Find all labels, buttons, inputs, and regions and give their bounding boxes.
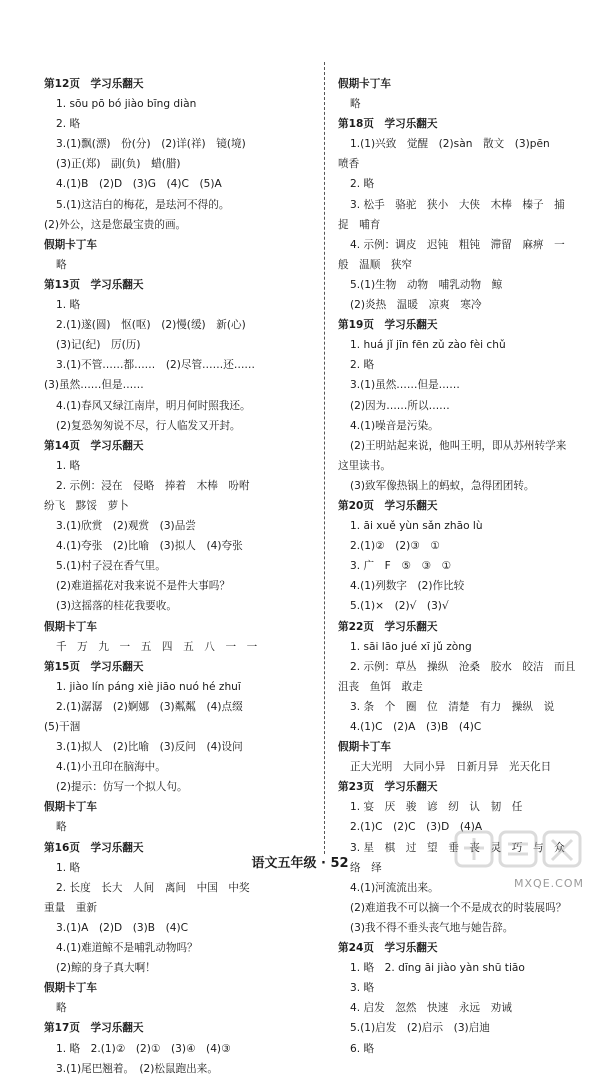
watermark-url: MXQE.COM xyxy=(514,877,584,890)
answer-line: 1.(1)兴致 觉醒 (2)sàn 散文 (3)pēn xyxy=(350,138,550,151)
answer-line: (2)鲸的身子真大啊！ xyxy=(56,962,156,975)
answer-line: 这里读书。 xyxy=(338,459,391,472)
section-heading: 第15页 学习乐翻天 xyxy=(44,660,144,673)
answer-line: 1. jiào lín páng xiè jiāo nuó hé zhuī xyxy=(56,680,241,693)
answer-line: 3.(1)欣赏 (2)观赏 (3)品尝 xyxy=(56,520,196,533)
answer-line: 4.(1)噪音是污染。 xyxy=(350,419,439,432)
answer-line: (2)炎热 温暖 凉爽 寒冷 xyxy=(350,299,482,312)
answer-line: 喷香 xyxy=(338,158,360,171)
answer-line: (3)虽然……但是…… xyxy=(44,379,144,392)
answer-line: 5.(1)× (2)√ (3)√ xyxy=(350,600,449,613)
answer-line: 正大光明 大同小异 日新月异 光天化日 xyxy=(350,761,552,774)
answer-line: (2)因为……所以…… xyxy=(350,399,450,412)
answer-line: 3.(1)拟人 (2)比喻 (3)反问 (4)设问 xyxy=(56,741,243,754)
answer-line: 2.(1)潺潺 (2)婀娜 (3)粼粼 (4)点缀 xyxy=(56,700,243,713)
answer-line: (3)这摇落的桂花我要收。 xyxy=(56,600,177,613)
answer-line: 3.(1)A (2)D (3)B (4)C xyxy=(56,921,188,934)
answer-line: 2. 略 xyxy=(56,118,81,131)
section-heading: 第19页 学习乐翻天 xyxy=(338,319,438,332)
answer-line: 4.(1)列数字 (2)作比较 xyxy=(350,580,465,593)
answer-line: 6. 略 xyxy=(350,1042,375,1055)
answer-line: 2.(1)遂(圆) 怄(呕) (2)慢(缓) 新(心) xyxy=(56,319,246,332)
answer-line: 5.(1)启发 (2)启示 (3)启迪 xyxy=(350,1022,490,1035)
answer-line: (5)干涸 xyxy=(44,721,81,733)
answer-line: 3.(1)虽然……但是…… xyxy=(350,379,460,392)
answer-line: 4. 示例：调皮 迟钝 粗钝 滞留 麻痹 一 xyxy=(350,238,565,251)
section-heading: 第14页 学习乐翻天 xyxy=(44,439,144,452)
answer-line: 3.(1)不管……都…… (2)尽管……还…… xyxy=(56,359,256,372)
answer-line: 般 温顺 狭窄 xyxy=(338,258,413,271)
answer-line: 沮丧 鱼饵 敢走 xyxy=(338,680,423,693)
answer-line: 4.(1)春风又绿江南岸，明月何时照我还。 xyxy=(56,399,251,412)
answer-line: 2.(1)② (2)③ ① xyxy=(350,540,440,553)
section-heading: 第18页 学习乐翻天 xyxy=(338,118,438,131)
answer-line: 4. 启发 忽然 快速 永远 劝诫 xyxy=(350,1002,512,1015)
answer-column-left xyxy=(44,74,302,1079)
answer-line: 捉 哺育 xyxy=(338,218,381,231)
answer-line: 4.(1)C (2)A (3)B (4)C xyxy=(350,721,482,733)
answer-line: (2)难道我不可以摘一个不是成衣的时装展吗？ xyxy=(350,901,567,914)
answer-line: 2. 长度 长大 人间 离间 中国 中奖 xyxy=(56,881,250,894)
answer-column-right xyxy=(338,74,596,1059)
answer-line: 3. 星 棋 过 望 垂 丧 灵 巧 与 众 xyxy=(350,841,565,854)
answer-line: 3. 条 个 圈 位 清楚 有力 操纵 说 xyxy=(350,700,555,713)
answer-line: 千 万 九 一 五 四 五 八 一 一 xyxy=(56,640,258,653)
answer-line: (3)记(纪) 厉(历) xyxy=(56,339,141,352)
answer-line: 3.(1)飘(漂) 份(分) (2)详(祥) 镜(境) xyxy=(56,138,246,151)
answer-line: 1. 略 xyxy=(56,459,81,472)
answer-line: 4.(1)B (2)D (3)G (4)C (5)A xyxy=(56,178,222,191)
answer-line: 4.(1)难道鲸不是哺乳动物吗？ xyxy=(56,942,198,955)
answer-line: (3)正(郑) 副(负) 蜡(腊) xyxy=(56,158,181,171)
answer-line: 略 xyxy=(56,821,67,834)
section-heading: 第24页 学习乐翻天 xyxy=(338,942,438,955)
section-heading: 假期卡丁车 xyxy=(44,238,97,251)
answer-line: 略 xyxy=(56,258,67,271)
answer-line: 3. 广 F ⑤ ③ ① xyxy=(350,560,452,573)
answer-line: 5.(1)生物 动物 哺乳动物 鲸 xyxy=(350,278,503,291)
answer-line: (2)提示：仿写一个拟人句。 xyxy=(56,781,188,794)
section-heading: 第20页 学习乐翻天 xyxy=(338,499,438,512)
answer-line: 1. 宴 厌 骏 谚 纫 认 韧 任 xyxy=(350,801,523,814)
answer-line: 1. 略 xyxy=(56,299,81,312)
answer-line: 纷飞 黟馁 萝卜 xyxy=(44,499,129,512)
watermark-logo-icon xyxy=(450,826,590,874)
answer-line: (2)外公，这是您最宝贵的画。 xyxy=(44,218,187,231)
answer-line: 2. 略 xyxy=(350,359,375,372)
section-heading: 假期卡丁车 xyxy=(44,982,97,995)
answer-line: 4.(1)夸张 (2)比喻 (3)拟人 (4)夸张 xyxy=(56,540,243,553)
answer-line: 1. 略 2.(1)② (2)① (3)④ (4)③ xyxy=(56,1042,231,1055)
answer-line: 重量 重新 xyxy=(44,901,97,914)
answer-line: 络 绎 xyxy=(350,861,382,874)
section-heading: 假期卡丁车 xyxy=(338,741,391,754)
answer-line: 2.(1)C (2)C (3)D (4)A xyxy=(350,821,483,834)
answer-line: 3.(1)尾巴翘着。 (2)松鼠跑出来。 xyxy=(56,1062,218,1075)
section-heading: 第13页 学习乐翻天 xyxy=(44,278,144,291)
answer-line: 2. 略 xyxy=(350,178,375,191)
answer-line: 1. 略 2. dīng āi jiào yàn shū tiāo xyxy=(350,962,525,975)
column-divider xyxy=(324,62,325,854)
answer-line: 5.(1)村子浸在香气里。 xyxy=(56,560,166,573)
answer-line: 略 xyxy=(56,1002,67,1015)
section-heading: 第17页 学习乐翻天 xyxy=(44,1022,144,1035)
section-heading: 第22页 学习乐翻天 xyxy=(338,620,438,633)
answer-line: 3. 略 xyxy=(350,982,375,995)
page-footer: 语文五年级 · 52 xyxy=(251,856,349,871)
answer-line: 略 xyxy=(350,98,361,111)
section-heading: 假期卡丁车 xyxy=(44,620,97,633)
answer-line: 1. sāi lāo jué xī jǔ zòng xyxy=(350,640,472,653)
answer-line: 2. 示例：浸在 侵略 捧着 木棒 吩咐 xyxy=(56,479,250,492)
answer-line: 1. sōu pō bó jiào bīng diàn xyxy=(56,98,197,111)
section-heading: 第12页 学习乐翻天 xyxy=(44,78,144,90)
answer-line: 1. 略 xyxy=(56,861,81,874)
answer-line: 1. huá jǐ jīn fēn zǔ zào fèi chǔ xyxy=(350,339,506,352)
section-heading: 第16页 学习乐翻天 xyxy=(44,841,144,854)
answer-line: 4.(1)河流流出来。 xyxy=(350,881,439,894)
section-heading: 假期卡丁车 xyxy=(338,78,391,90)
answer-line: (3)致军像热锅上的蚂蚁，急得团团转。 xyxy=(350,479,535,492)
answer-line: 4.(1)小丑印在脑海中。 xyxy=(56,761,166,774)
answer-line: 2. 示例：草丛 操纵 沧桑 胶水 皎洁 而且 xyxy=(350,660,576,673)
answer-line: (2)难道摇花对我来说不是件大事吗？ xyxy=(56,580,230,593)
answer-line: (2)王明站起来说，他叫王明，即从苏州转学来 xyxy=(350,439,567,452)
answer-line: 5.(1)这洁白的梅花，是珐河不得的。 xyxy=(56,198,230,211)
answer-line: 3. 松手 骆驼 狭小 大侠 木棒 榛子 捕 xyxy=(350,198,565,211)
section-heading: 假期卡丁车 xyxy=(44,801,97,814)
answer-line: (2)复恐匆匆说不尽，行人临发又开封。 xyxy=(56,419,241,432)
answer-line: 1. āi xuě yùn sǎn zhāo lù xyxy=(350,520,483,533)
answer-line: (3)我不得不垂头丧气地与她告辞。 xyxy=(350,921,514,934)
section-heading: 第23页 学习乐翻天 xyxy=(338,781,438,794)
